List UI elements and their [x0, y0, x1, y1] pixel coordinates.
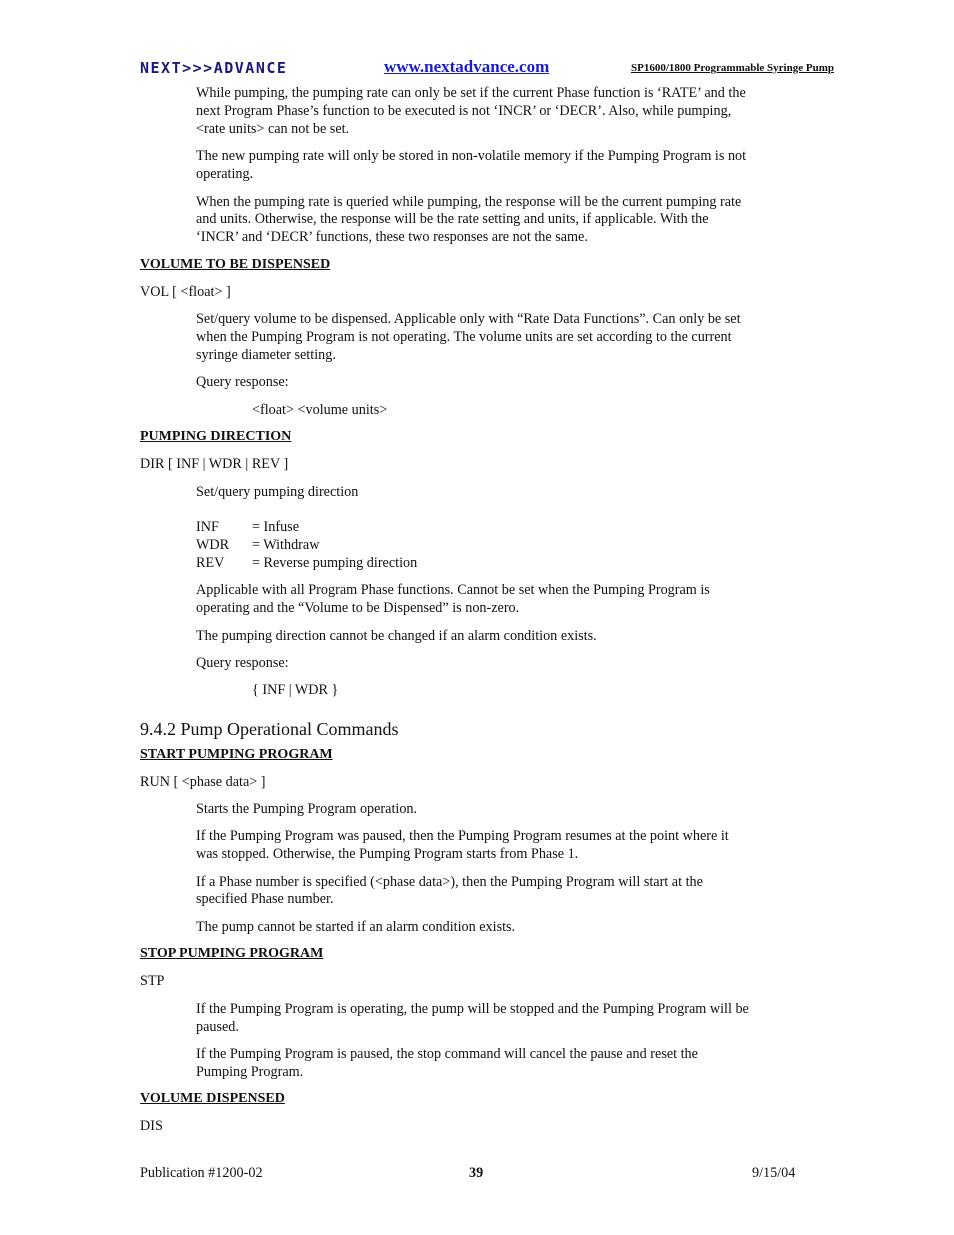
table-cell-desc: = Infuse	[252, 519, 300, 535]
query-response-value: <float> <volume units>	[252, 402, 388, 418]
heading-stop-pumping-program: STOP PUMPING PROGRAM	[140, 946, 324, 961]
paragraph-line: The new pumping rate will only be stored in non-volatile memory if the Pumping Program is not	[196, 148, 747, 164]
paragraph-line: specified Phase number.	[196, 891, 334, 907]
paragraph-line: When the pumping rate is queried while pumping, the response will be the current pumping rate	[196, 194, 742, 210]
table-cell-desc: = Reverse pumping direction	[252, 555, 418, 571]
paragraph-line: If the Pumping Program is paused, the stop command will cancel the pause and reset the	[196, 1046, 698, 1062]
table-cell-code: WDR	[196, 537, 230, 553]
paragraph-line: <rate units> can not be set.	[196, 121, 350, 137]
paragraph-line: The pumping direction cannot be changed if an alarm condition exists.	[196, 628, 597, 644]
section-heading: 9.4.2 Pump Operational Commands	[140, 719, 399, 739]
footer-date: 9/15/04	[752, 1165, 796, 1181]
query-response-label: Query response:	[196, 374, 289, 390]
paragraph-line: Set/query pumping direction	[196, 484, 359, 500]
command-syntax: DIR [ INF | WDR | REV ]	[140, 456, 289, 472]
paragraph-line: Applicable with all Program Phase functions. Cannot be set when the Pumping Program is	[196, 582, 710, 598]
heading-volume-to-be-dispensed: VOLUME TO BE DISPENSED	[140, 257, 331, 272]
table-cell-desc: = Withdraw	[252, 537, 320, 553]
paragraph-line: While pumping, the pumping rate can only be set if the current Phase function is ‘RATE’ and the	[196, 85, 746, 101]
paragraph-line: If the Pumping Program was paused, then the Pumping Program resumes at the point where it	[196, 828, 729, 844]
paragraph-line: paused.	[196, 1019, 239, 1035]
paragraph-line: Set/query volume to be dispensed. Applicable only with “Rate Data Functions”. Can only be set	[196, 311, 741, 327]
website-link[interactable]: www.nextadvance.com	[384, 57, 550, 76]
paragraph-line: operating and the “Volume to be Dispensed” is non-zero.	[196, 600, 520, 616]
heading-volume-dispensed: VOLUME DISPENSED	[140, 1091, 285, 1106]
footer-page-number: 39	[469, 1165, 484, 1181]
command-syntax: RUN [ <phase data> ]	[140, 774, 266, 790]
paragraph-line: was stopped. Otherwise, the Pumping Program starts from Phase 1.	[196, 846, 579, 862]
document-title: SP1600/1800 Programmable Syringe Pump	[631, 62, 834, 74]
heading-start-pumping-program: START PUMPING PROGRAM	[140, 747, 333, 762]
paragraph-line: ‘INCR’ and ‘DECR’ functions, these two responses are not the same.	[196, 229, 588, 245]
query-response-label: Query response:	[196, 655, 289, 671]
command-syntax: STP	[140, 973, 165, 989]
paragraph-line: The pump cannot be started if an alarm condition exists.	[196, 919, 516, 935]
paragraph-line: when the Pumping Program is not operating. The volume units are set according to the current	[196, 329, 732, 345]
footer-publication: Publication #1200-02	[140, 1165, 263, 1181]
query-response-value: { INF | WDR }	[252, 682, 339, 698]
table-cell-code: REV	[196, 555, 225, 571]
paragraph-line: operating.	[196, 166, 254, 182]
brand-logo: NEXT>>>ADVANCE	[140, 59, 288, 77]
paragraph-line: Pumping Program.	[196, 1064, 304, 1080]
paragraph-line: next Program Phase’s function to be executed is not ‘INCR’ or ‘DECR’. Also, while pumping,	[196, 103, 732, 119]
command-syntax: VOL [ <float> ]	[140, 284, 231, 300]
paragraph-line: syringe diameter setting.	[196, 347, 336, 363]
command-syntax: DIS	[140, 1118, 163, 1134]
table-cell-code: INF	[196, 519, 219, 535]
heading-pumping-direction: PUMPING DIRECTION	[140, 429, 292, 444]
paragraph-line: If a Phase number is specified (<phase data>), then the Pumping Program will start at the	[196, 874, 703, 890]
paragraph-line: If the Pumping Program is operating, the pump will be stopped and the Pumping Program will be	[196, 1001, 749, 1017]
paragraph-line: Starts the Pumping Program operation.	[196, 801, 418, 817]
paragraph-line: and units. Otherwise, the response will be the rate setting and units, if applicable. With the	[196, 211, 709, 227]
